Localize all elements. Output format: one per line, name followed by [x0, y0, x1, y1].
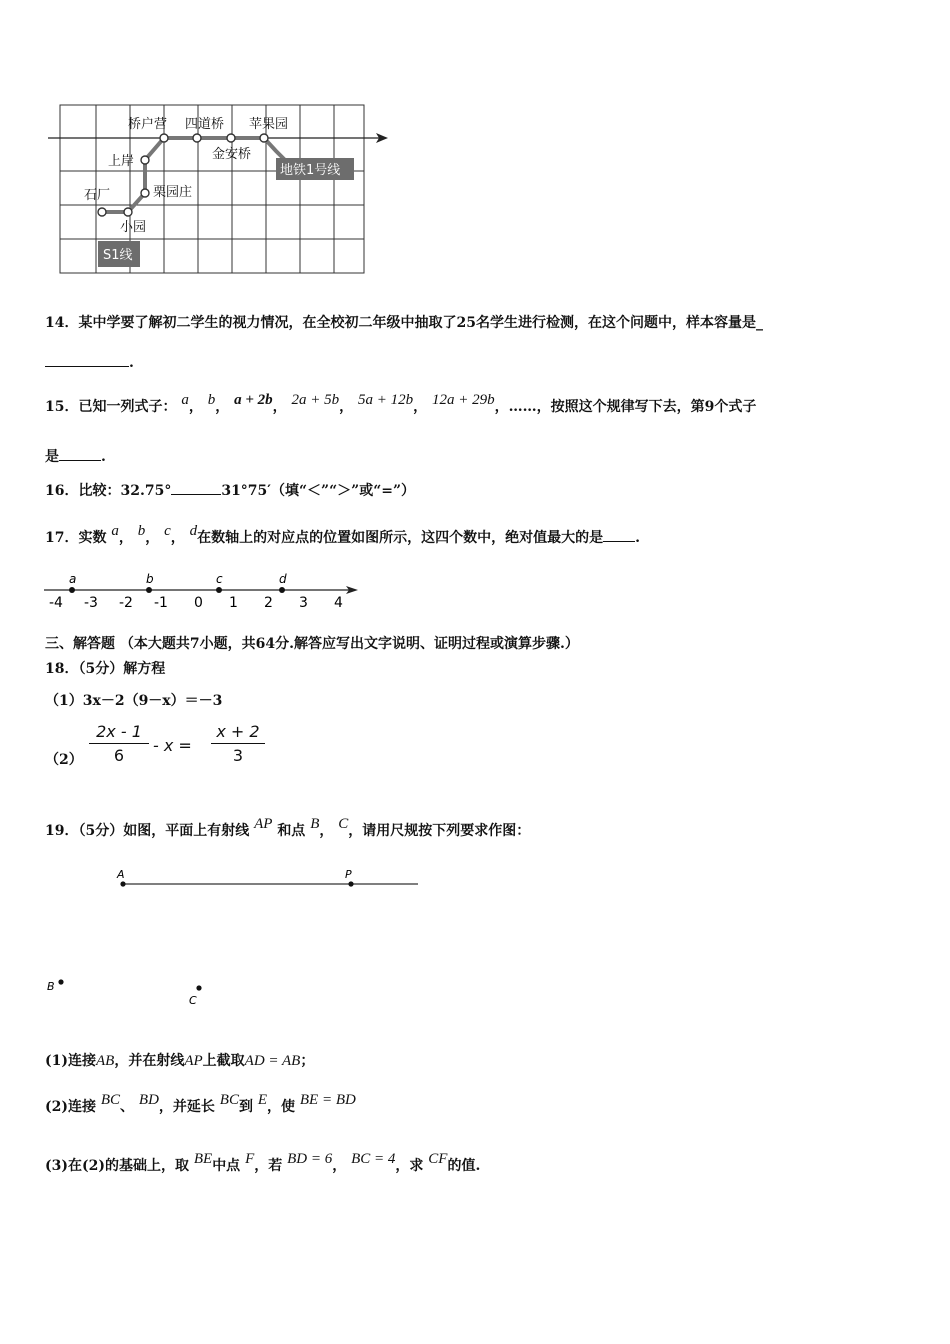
term-4: 2a + 5b: [291, 392, 340, 408]
point-p-dot: [348, 881, 353, 886]
question-19-step-1: (1)连接AB，并在射线AP上截取AD = AB；: [45, 1053, 315, 1069]
point-c-dot: [196, 985, 201, 990]
point-b-dot: [146, 587, 152, 593]
tick-label: 1: [229, 595, 238, 611]
point-c-label: c: [216, 572, 223, 586]
answer-blank-14[interactable]: [45, 350, 129, 367]
station-sidaoqiao: 四道桥: [185, 117, 225, 132]
answer-blank-15[interactable]: [59, 446, 101, 461]
point-c-dot: [216, 587, 222, 593]
point-c-label: C: [338, 816, 349, 832]
question-16: 16．比较：32.75° 31°75′（填“＜”“＞”或“=”）: [45, 480, 415, 500]
term-2: b: [207, 392, 216, 408]
s1-label: S1线: [103, 248, 133, 263]
tick-label: 4: [334, 595, 343, 611]
number-line-figure: [40, 566, 370, 616]
question-18-eq1: （1）3x－2（9－x）＝－3: [45, 693, 223, 709]
term-6: 12a + 29b: [432, 392, 495, 408]
var-c: c: [164, 523, 171, 539]
tick-label: -4: [49, 595, 63, 611]
station-pingguoyuan: 苹果园: [249, 117, 289, 132]
station-qiaohuying: 桥户营: [128, 117, 168, 132]
section-3-heading: 三、解答题 （本大题共7小题，共64分.解答应写出文字说明、证明过程或演算步骤.）: [45, 636, 579, 652]
point-d-dot: [279, 587, 285, 593]
tick-label: 3: [299, 595, 308, 611]
answer-blank-17[interactable]: [603, 527, 635, 542]
tick-label: -3: [84, 595, 98, 611]
question-19: 19．（5分）如图，平面上有射线 AP 和点 B， C，请用尺规按下列要求作图：: [45, 816, 531, 839]
fraction-left: 2x - 1 6: [89, 722, 149, 765]
label-c: C: [189, 994, 197, 1007]
term-5: 5a + 12b: [358, 392, 414, 408]
label-b: B: [47, 980, 55, 993]
question-19-step-2: (2)连接 BC、 BD，并延长 BC到 E，使 BE = BD: [45, 1092, 356, 1115]
var-b: b: [137, 523, 146, 539]
point-b-label: b: [146, 572, 154, 586]
var-d: d: [189, 523, 198, 539]
point-b-dot: [58, 979, 63, 984]
question-15-line2: 是 .: [45, 446, 106, 466]
station-shichang: 石厂: [84, 188, 111, 203]
station-xiaoyuan: 小园: [120, 220, 147, 235]
station-shangan: 上岸: [108, 154, 135, 169]
point-a-dot: [120, 881, 125, 886]
question-18-title: 18．（5分）解方程: [45, 661, 166, 677]
station-liyuanzhuang: 栗园庄: [153, 185, 193, 200]
tick-label: 0: [194, 595, 203, 611]
point-a-dot: [69, 587, 75, 593]
question-17: 17．实数 a， b， c， d在数轴上的对应点的位置如图所示，这四个数中，绝对值最大的是 .: [45, 523, 641, 546]
point-b-label: B: [310, 816, 320, 832]
tick-label: -1: [154, 595, 168, 611]
tick-label: -2: [119, 595, 133, 611]
tick-label: 2: [264, 595, 273, 611]
fraction-right: x + 2 3: [211, 722, 265, 765]
var-a: a: [111, 523, 119, 539]
metro-map-figure: [40, 95, 400, 280]
answer-blank-16[interactable]: [171, 480, 221, 495]
station-jinanqiao: 金安桥: [212, 147, 252, 162]
label-p: P: [345, 868, 352, 881]
ray-ap: AP: [254, 816, 273, 832]
ray-figure: [40, 862, 430, 1012]
question-14: 14．某中学要了解初二学生的视力情况，在全校初二年级中抽取了25名学生进行检测，在这个问题中，样本容量是_: [45, 315, 763, 331]
point-a-label: a: [69, 572, 77, 586]
point-d-label: d: [279, 572, 287, 586]
question-19-step-3: (3)在(2)的基础上，取 BE中点 F，若 BD = 6， BC = 4，求 CF的值.: [45, 1151, 481, 1174]
term-1: a: [181, 392, 189, 408]
term-3: a + 2b: [234, 392, 273, 408]
label-a: A: [117, 868, 125, 881]
question-14-answer-line: .: [45, 350, 134, 371]
question-15: 15．已知一列式子： a， b， a + 2b， 2a + 5b， 5a + 12b， 12a + 29b，……，按照这个规律写下去，第9个式子: [45, 392, 757, 415]
line1-label: 地铁1号线: [280, 163, 341, 178]
